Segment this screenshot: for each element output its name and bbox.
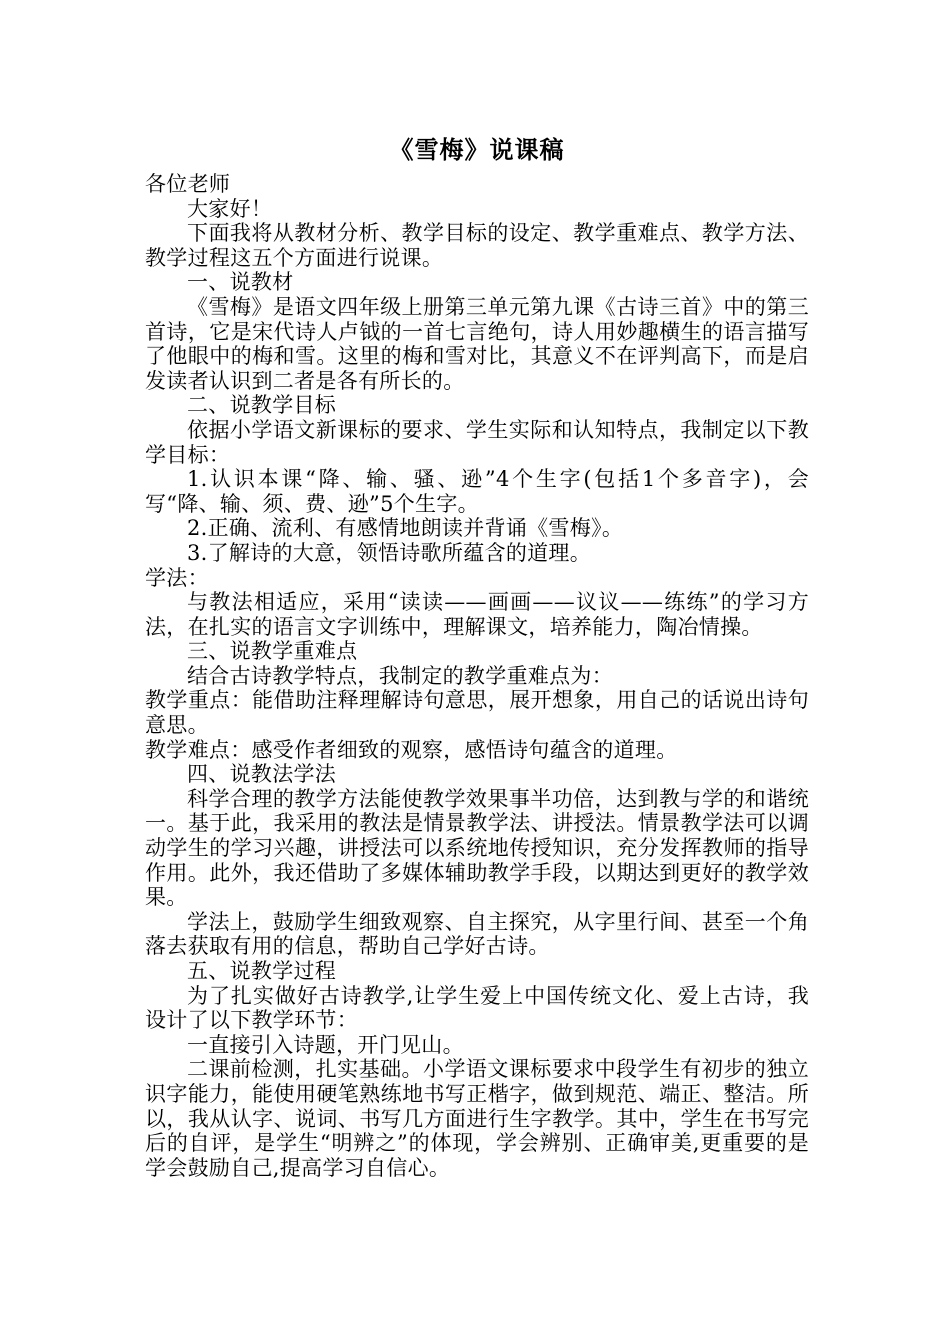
paragraph: 与教法相适应，采用“读读——画画——议议——练练”的学习方法，在扎实的语言文字训练中，理解课文，培养能力，陶冶情操。 <box>145 590 809 639</box>
paragraph: 科学合理的教学方法能使教学效果事半功倍，达到教与学的和谐统一。基于此，我采用的教法是情景教学法、讲授法。情景教学法可以调动学生的学习兴趣，讲授法可以系统地传授知识，充分发挥教师的指导作用。此外，我还借助了多媒体辅助教学手段，以期达到更好的教学效果。 <box>145 786 809 910</box>
document-title: 《雪梅》说课稿 <box>389 135 565 164</box>
paragraph: 《雪梅》是语文四年级上册第三单元第九课《古诗三首》中的第三首诗，它是宋代诗人卢钺的一首七言绝句，诗人用妙趣横生的语言描写了他眼中的梅和雪。这里的梅和雪对比，其意义不在评判高下，而是启发读者认识到二者是各有所长的。 <box>145 294 809 393</box>
paragraph: 学法上，鼓励学生细致观察、自主探究，从字里行间、甚至一个角落去获取有用的信息，帮助自己学好古诗。 <box>145 909 809 959</box>
paragraph: 二、说教学目标 <box>187 393 337 418</box>
paragraph: 1.认识本课“降、输、骚、逊”4个生字(包括1个多音字)，会写“降、输、须、费、逊”5个生字。 <box>145 467 809 516</box>
paragraph: 结合古诗教学特点，我制定的教学重难点为： <box>187 663 613 688</box>
paragraph: 二课前检测，扎实基础。小学语文课标要求中段学生有初步的独立识字能力，能使用硬笔熟练地书写正楷字，做到规范、端正、整洁。所以，我从认字、说词、书写几方面进行生字教学。其中，学生在书写完后的自评，是学生“明辨之”的体现，学会辨别、正确审美,更重要的是学会鼓励自己,提高学习自信心。 <box>145 1057 809 1180</box>
paragraph: 四、说教法学法 <box>187 762 337 787</box>
paragraph: 为了扎实做好古诗教学,让学生爱上中国传统文化、爱上古诗，我设计了以下教学环节： <box>145 983 809 1033</box>
document-body <box>145 172 809 1180</box>
paragraph: 3.了解诗的大意，领悟诗歌所蕴含的道理。 <box>187 540 592 565</box>
document-page <box>145 128 809 1180</box>
paragraph: 学法： <box>145 565 209 590</box>
paragraph: 一、说教材 <box>187 270 294 295</box>
paragraph: 依据小学语文新课标的要求、学生实际和认知特点，我制定以下教学目标： <box>145 417 809 467</box>
paragraph: 各位老师 <box>145 172 231 196</box>
paragraph: 一直接引入诗题，开门见山。 <box>187 1032 464 1057</box>
paragraph: 大家好！ <box>187 196 273 221</box>
paragraph: 2.正确、流利、有感情地朗读并背诵《雪梅》。 <box>187 516 624 541</box>
paragraph: 五、说教学过程 <box>187 959 337 983</box>
paragraph: 教学重点：能借助注释理解诗句意思，展开想象，用自己的话说出诗句意思。 <box>145 688 809 738</box>
paragraph: 三、说教学重难点 <box>187 639 358 664</box>
paragraph: 下面我将从教材分析、教学目标的设定、教学重难点、教学方法、教学过程这五个方面进行说课。 <box>145 221 809 270</box>
paragraph: 教学难点：感受作者细致的观察，感悟诗句蕴含的道理。 <box>145 737 678 762</box>
